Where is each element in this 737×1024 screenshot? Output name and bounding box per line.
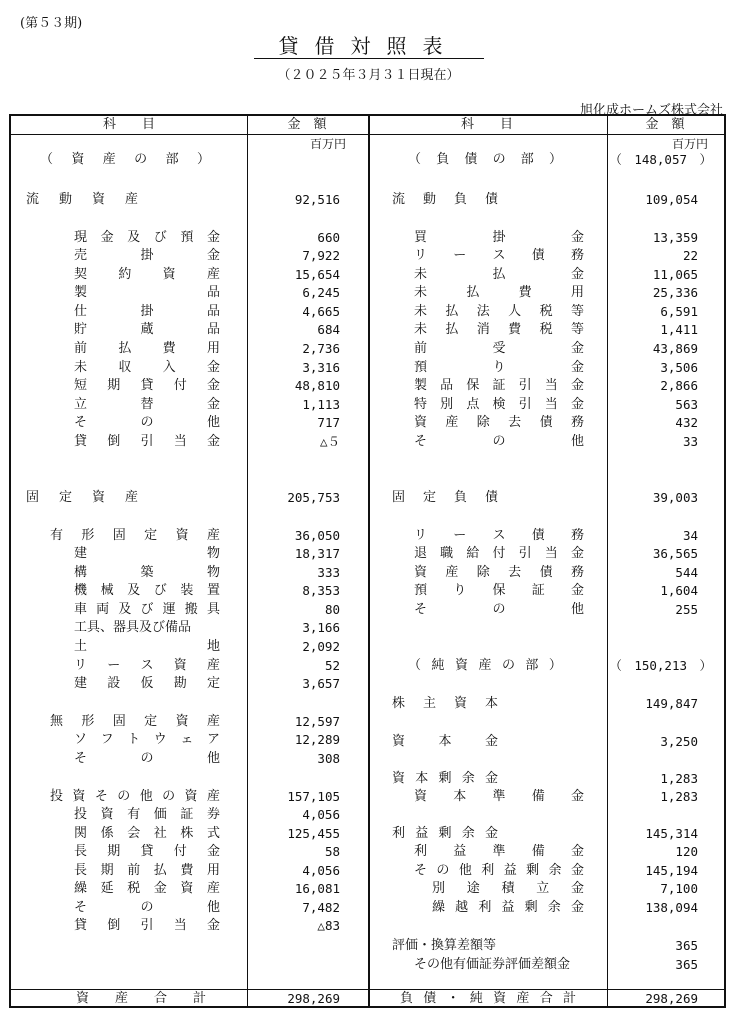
asset-row-label (26, 489, 138, 507)
asset-row-label (74, 899, 220, 917)
row-label-text: 契 約 資 産 (74, 267, 220, 282)
row-label-text: 短 期 貸 付 金 (74, 378, 220, 393)
row-label-text: そ の 他 利 益 剰 余 金 (414, 863, 584, 878)
row-label-text: そ の 他 (414, 434, 584, 449)
liability-row-amount: 33 (682, 434, 698, 449)
row-label-text: 有 形 固 定 資 産 (50, 528, 220, 543)
asset-row-amount: △83 (317, 918, 340, 933)
asset-row-label (74, 359, 220, 377)
asset-row-amount: 7,482 (302, 900, 340, 915)
asset-row-amount: 58 (324, 844, 340, 859)
liability-row-amount: 138,094 (645, 900, 698, 915)
row-label-text: 工具、器具及び備品 (74, 620, 192, 635)
asset-row-amount: 3,657 (302, 676, 340, 691)
asset-row-label (74, 843, 220, 861)
asset-row-label (50, 527, 220, 545)
asset-row-amount: 6,245 (302, 285, 340, 300)
liability-row-amount: （ 150,213 ） (609, 658, 712, 673)
liability-row-label (392, 770, 498, 788)
liability-row-label (414, 377, 584, 395)
liability-row-amount: 25,336 (652, 285, 698, 300)
row-label-text: 貸 倒 引 当 金 (74, 918, 220, 933)
as-of-date: （２０２５年３月３１日現在） (277, 68, 460, 83)
row-label-text: 未 払 消 費 税 等 (414, 322, 584, 337)
asset-row-label (74, 657, 220, 675)
asset-row-amount: 15,654 (294, 267, 340, 282)
row-label-text: 前 受 金 (414, 341, 584, 356)
asset-row-label (74, 880, 220, 898)
asset-row-amount: 7,922 (302, 248, 340, 263)
asset-row-amount: 52 (324, 658, 340, 673)
row-label-text: リ ー ス 債 務 (414, 248, 584, 263)
row-label-text: 前 払 費 用 (74, 341, 220, 356)
col-divider (607, 116, 608, 1006)
asset-row-amount: 8,353 (302, 583, 340, 598)
row-label-text: 構 築 物 (74, 565, 220, 580)
row-label-text: 建 設 仮 勘 定 (74, 676, 220, 691)
header-item-right: 科 目 (460, 117, 513, 132)
asset-row-label (74, 564, 220, 582)
row-label-text: リ ー ス 資 産 (74, 658, 220, 673)
row-label-text: ソ フ ト ウ ェ ア (74, 732, 220, 747)
company-name: 旭化成ホームズ株式会社 (579, 103, 723, 118)
header-amount-right: 金 額 (645, 117, 685, 132)
row-label-text: 長 期 前 払 費 用 (74, 863, 220, 878)
asset-row-amount: 684 (317, 322, 340, 337)
liability-row-amount: 22 (682, 248, 698, 263)
total-liab-equity-label (400, 990, 576, 1008)
row-label-text: 製 品 (74, 285, 220, 300)
header-divider (11, 134, 724, 135)
liability-row-amount: 145,194 (645, 863, 698, 878)
row-label-text: そ の 他 (74, 900, 220, 915)
row-label-text: 投 資 そ の 他 の 資 産 (50, 789, 220, 804)
asset-row-amount: 3,166 (302, 620, 340, 635)
row-label-text: 固 定 資 産 (26, 490, 138, 505)
header-amount-left: 金 額 (287, 117, 327, 132)
asset-row-label (74, 582, 220, 600)
asset-row-amount: 4,056 (302, 807, 340, 822)
asset-row-amount: 92,516 (294, 192, 340, 207)
liability-row-amount: （ 148,057 ） (609, 152, 712, 167)
row-label-text: 資 産 除 去 債 務 (414, 565, 584, 580)
row-label-text: 車 両 及 び 運 搬 具 (74, 602, 220, 617)
asset-row-label (74, 806, 220, 824)
liability-row-label (392, 825, 498, 843)
asset-row-amount: 2,736 (302, 341, 340, 356)
liability-row-label (414, 229, 584, 247)
liability-row-label (414, 247, 584, 265)
asset-row-label (74, 396, 220, 414)
row-label-text: （ 資 産 の 部 ） (40, 152, 210, 167)
asset-row-label (74, 340, 220, 358)
liability-row-label (392, 937, 586, 955)
liability-row-label (408, 151, 562, 169)
header-item-left: 科 目 (102, 117, 155, 132)
document-title: 貸借対照表 (278, 34, 459, 58)
row-label-text: 未 払 費 用 (414, 285, 584, 300)
asset-row-label (40, 151, 210, 169)
liability-row-label (432, 880, 584, 898)
row-label-text: 未 払 金 (414, 267, 584, 282)
liability-row-label (414, 582, 584, 600)
liability-row-label (414, 601, 584, 619)
row-label-text: 資 本 金 (392, 734, 498, 749)
liability-row-amount: 1,283 (660, 789, 698, 804)
liability-row-label (414, 433, 584, 451)
unit-label-right: 百万円 (672, 137, 709, 151)
asset-row-label (74, 247, 220, 265)
liability-row-amount: 365 (675, 957, 698, 972)
liability-row-label (392, 191, 498, 209)
liability-row-label (414, 564, 584, 582)
row-label-text: 未 払 法 人 税 等 (414, 304, 584, 319)
row-label-text: 売 掛 金 (74, 248, 220, 263)
row-label-text: 流 動 資 産 (26, 192, 138, 207)
row-label-text: 仕 掛 品 (74, 304, 220, 319)
row-label-text: 現 金 及 び 預 金 (74, 230, 220, 245)
row-label-text: 資 本 準 備 金 (414, 789, 584, 804)
liability-row-amount: 3,250 (660, 734, 698, 749)
row-label-text: 立 替 金 (74, 397, 220, 412)
liability-row-label (414, 303, 584, 321)
row-label-text: 貯 蔵 品 (74, 322, 220, 337)
row-label-text: 退 職 給 付 引 当 金 (414, 546, 584, 561)
asset-row-label (74, 638, 220, 656)
asset-row-label (74, 284, 220, 302)
asset-row-label (74, 862, 220, 880)
row-label-text: 利 益 準 備 金 (414, 844, 584, 859)
liability-row-amount: 563 (675, 397, 698, 412)
asset-row-label (74, 414, 220, 432)
liability-row-label (392, 695, 498, 713)
liability-row-label (392, 733, 498, 751)
total-assets-amount: 298,269 (287, 991, 340, 1006)
asset-row-label (74, 545, 220, 563)
row-label-text: 繰 越 利 益 剰 余 金 (432, 900, 584, 915)
asset-row-label (50, 713, 220, 731)
asset-row-label (74, 675, 220, 693)
liability-row-label (414, 545, 584, 563)
asset-row-label (74, 601, 220, 619)
row-label-text: 預 り 金 (414, 360, 584, 375)
asset-row-amount: 18,317 (294, 546, 340, 561)
liability-row-amount: 7,100 (660, 881, 698, 896)
liability-row-amount: 149,847 (645, 696, 698, 711)
row-label-text: 資 産 除 去 債 務 (414, 415, 584, 430)
row-label-text: その他有価証券評価差額金 (414, 957, 571, 972)
total-assets-label (76, 990, 206, 1008)
liability-row-label (432, 899, 584, 917)
liability-row-label (414, 340, 584, 358)
row-label-text: 関 係 会 社 株 式 (74, 826, 220, 841)
row-label-text: 買 掛 金 (414, 230, 584, 245)
row-label-text: 土 地 (74, 639, 220, 654)
asset-row-amount: 12,597 (294, 714, 340, 729)
asset-row-amount: 205,753 (287, 490, 340, 505)
liability-row-amount: 3,506 (660, 360, 698, 375)
total-liab-equity-text: 負 債 ・ 純 資 産 合 計 (400, 991, 576, 1006)
liability-row-label (414, 956, 600, 974)
unit-label-left: 百万円 (310, 137, 347, 151)
row-label-text: 資 本 剰 余 金 (392, 771, 498, 786)
total-liab-equity-amount: 298,269 (645, 991, 698, 1006)
center-divider (368, 116, 370, 1006)
asset-row-amount: 2,092 (302, 639, 340, 654)
total-assets-text: 資 産 合 計 (76, 991, 206, 1006)
liability-row-label (414, 396, 584, 414)
liability-row-label (408, 657, 562, 675)
row-label-text: 固 定 負 債 (392, 490, 498, 505)
row-label-text: 利 益 剰 余 金 (392, 826, 498, 841)
asset-row-amount: 3,316 (302, 360, 340, 375)
asset-row-amount: 125,455 (287, 826, 340, 841)
asset-row-amount: 4,056 (302, 863, 340, 878)
row-label-text: 評価・換算差額等 (392, 938, 497, 953)
row-label-text: そ の 他 (414, 602, 584, 617)
liability-row-amount: 43,869 (652, 341, 698, 356)
asset-row-label (74, 321, 220, 339)
liability-row-amount: 39,003 (652, 490, 698, 505)
asset-row-label (50, 788, 220, 806)
liability-row-amount: 365 (675, 938, 698, 953)
liability-row-label (414, 843, 584, 861)
row-label-text: 預 り 保 証 金 (414, 583, 584, 598)
asset-row-amount: 333 (317, 565, 340, 580)
row-label-text: 流 動 負 債 (392, 192, 498, 207)
liability-row-amount: 1,283 (660, 771, 698, 786)
liability-row-label (414, 788, 584, 806)
liability-row-label (414, 527, 584, 545)
liability-row-amount: 1,411 (660, 322, 698, 337)
liability-row-amount: 120 (675, 844, 698, 859)
title-underline (254, 58, 484, 59)
asset-row-label (74, 619, 220, 637)
asset-row-amount: △５ (319, 434, 340, 449)
liability-row-amount: 13,359 (652, 230, 698, 245)
liability-row-amount: 109,054 (645, 192, 698, 207)
asset-row-amount: 80 (324, 602, 340, 617)
row-label-text: 特 別 点 検 引 当 金 (414, 397, 584, 412)
liability-row-amount: 34 (682, 528, 698, 543)
asset-row-label (74, 266, 220, 284)
row-label-text: 製 品 保 証 引 当 金 (414, 378, 584, 393)
row-label-text: 無 形 固 定 資 産 (50, 714, 220, 729)
period-label: (第５３期) (20, 16, 83, 31)
asset-row-amount: 48,810 (294, 378, 340, 393)
asset-row-amount: 660 (317, 230, 340, 245)
asset-row-amount: 157,105 (287, 789, 340, 804)
asset-row-label (74, 825, 220, 843)
asset-row-label (26, 191, 138, 209)
row-label-text: 機 械 及 び 装 置 (74, 583, 220, 598)
asset-row-label (74, 377, 220, 395)
row-label-text: 長 期 貸 付 金 (74, 844, 220, 859)
asset-row-amount: 1,113 (302, 397, 340, 412)
liability-row-amount: 11,065 (652, 267, 698, 282)
asset-row-label (74, 750, 220, 768)
liability-row-amount: 36,565 (652, 546, 698, 561)
asset-row-amount: 36,050 (294, 528, 340, 543)
liability-row-amount: 544 (675, 565, 698, 580)
liability-row-label (414, 284, 584, 302)
row-label-text: そ の 他 (74, 415, 220, 430)
row-label-text: そ の 他 (74, 751, 220, 766)
row-label-text: 貸 倒 引 当 金 (74, 434, 220, 449)
liability-row-amount: 1,604 (660, 583, 698, 598)
row-label-text: （ 純 資 産 の 部 ） (408, 658, 562, 673)
liability-row-label (414, 414, 584, 432)
row-label-text: 別 途 積 立 金 (432, 881, 584, 896)
row-label-text: 投 資 有 価 証 券 (74, 807, 220, 822)
asset-row-label (74, 917, 220, 935)
liability-row-label (392, 489, 498, 507)
asset-row-amount: 308 (317, 751, 340, 766)
asset-row-label (74, 229, 220, 247)
row-label-text: （ 負 債 の 部 ） (408, 152, 562, 167)
liability-row-amount: 432 (675, 415, 698, 430)
asset-row-amount: 717 (317, 415, 340, 430)
liability-row-amount: 145,314 (645, 826, 698, 841)
liability-row-label (414, 359, 584, 377)
row-label-text: 繰 延 税 金 資 産 (74, 881, 220, 896)
row-label-text: 建 物 (74, 546, 220, 561)
col-divider (247, 116, 248, 1006)
asset-row-label (74, 433, 220, 451)
liability-row-label (414, 862, 584, 880)
asset-row-amount: 12,289 (294, 732, 340, 747)
liability-row-label (414, 321, 584, 339)
row-label-text: 株 主 資 本 (392, 696, 498, 711)
asset-row-amount: 4,665 (302, 304, 340, 319)
liability-row-amount: 2,866 (660, 378, 698, 393)
liability-row-amount: 255 (675, 602, 698, 617)
liability-row-label (414, 266, 584, 284)
row-label-text: 未 収 入 金 (74, 360, 220, 375)
asset-row-label (74, 731, 220, 749)
asset-row-label (74, 303, 220, 321)
row-label-text: リ ー ス 債 務 (414, 528, 584, 543)
asset-row-amount: 16,081 (294, 881, 340, 896)
liability-row-amount: 6,591 (660, 304, 698, 319)
